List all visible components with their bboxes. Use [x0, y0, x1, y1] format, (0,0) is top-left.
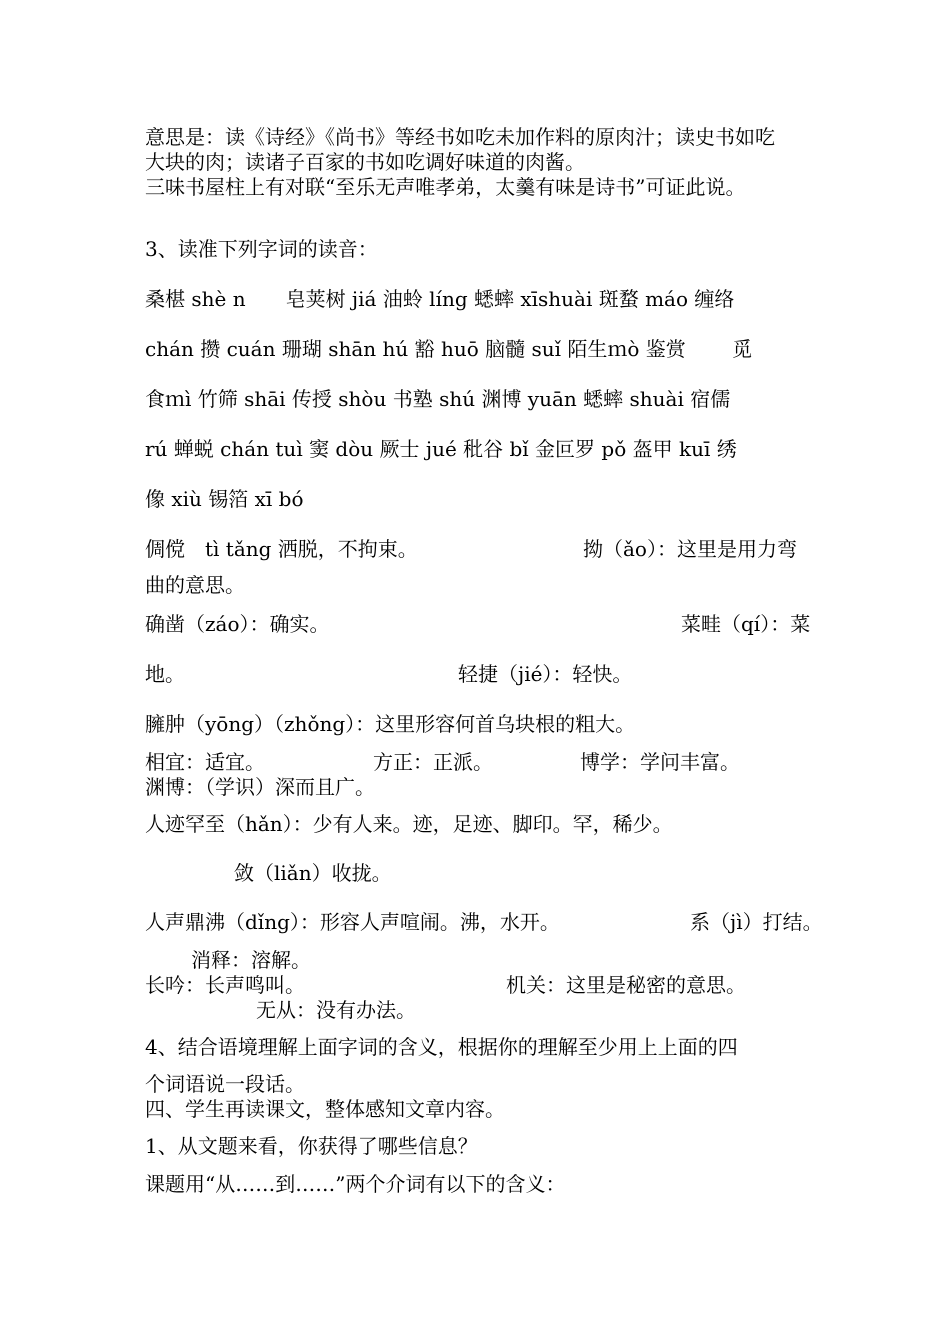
pinyin-line-4: rú 蝉蜕 chán tuì 窦 dòu 厥士 jué 秕谷 bǐ 金叵罗 pǒ 盔甲 kuī 绣 — [145, 437, 737, 461]
definition-yuanbo: 渊博：（学识）深而且广。 — [145, 775, 375, 799]
definition-ao-cont: 曲的意思。 — [145, 573, 245, 597]
question-1: 1、从文题来看，你获得了哪些信息？ — [145, 1134, 478, 1158]
definition-titang: 倜傥 tì tǎng 洒脱，不拘束。 — [145, 537, 418, 561]
definition-quezao: 确凿（záo）：确实。 — [145, 612, 330, 636]
text-line-1: 意思是：读《诗经》《尚书》等经书如吃未加作料的原肉汁；读史书如吃 — [145, 125, 775, 149]
definition-boxue: 博学：学问丰富。 — [580, 750, 740, 774]
definition-changyin: 长吟：长声鸣叫。 — [145, 973, 305, 997]
section-heading-3: 3、读准下列字词的读音： — [145, 237, 378, 261]
section-heading-four: 四、学生再读课文，整体感知文章内容。 — [145, 1097, 505, 1121]
definition-jiguan: 机关：这里是秘密的意思。 — [506, 973, 746, 997]
definition-ji: 系（jì）打结。 — [690, 910, 823, 934]
definition-wucong: 无从：没有办法。 — [256, 998, 416, 1022]
definition-qingjie: 轻捷（jié）：轻快。 — [458, 662, 633, 686]
pinyin-line-2: chán 攒 cuán 珊瑚 shān hú 豁 huō 脑髓 suǐ 陌生ｍò 鉴赏 觅 — [145, 337, 753, 361]
pinyin-line-3: 食ｍì 竹筛 shāi 传授 shòu 书塾 shú 渊博 yuān 蟋蟀 shuài 宿儒 — [145, 387, 731, 411]
definition-lian: 敛（liǎn）收拢。 — [234, 861, 392, 885]
text-line-3: 三味书屋柱上有对联“至乐无声唯孝弟，太羹有味是诗书”可证此说。 — [145, 175, 746, 199]
text-line-2: 大块的肉；读诸子百家的书如吃调好味道的肉酱。 — [145, 150, 585, 174]
definition-xiaoshi: 消释：溶解。 — [191, 948, 311, 972]
task-4-line-2: 个词语说一段话。 — [145, 1072, 305, 1096]
definition-yongzhong: 臃肿（yōng）（zhǒng）：这里形容何首乌块根的粗大。 — [145, 712, 636, 736]
definition-renshengdingfei: 人声鼎沸（dǐng）：形容人声喧闹。沸，水开。 — [145, 910, 560, 934]
definition-caiqi-cont: 地。 — [145, 662, 185, 686]
task-4-line-1: 4、结合语境理解上面字词的含义，根据你的理解至少用上上面的四 — [145, 1035, 738, 1059]
definition-xiangyi: 相宜：适宜。 — [145, 750, 265, 774]
pinyin-line-5: 像 xiù 锡箔 xī bó — [145, 487, 304, 511]
definition-renjihanzhi: 人迹罕至（hǎn）：少有人来。迹，足迹、脚印。罕，稀少。 — [145, 812, 673, 836]
definition-caiqi: 菜畦（qí）：菜 — [681, 612, 811, 636]
pinyin-line-1: 桑椹 shè n 皂荚树 jiá 油蛉 líng 蟋蟀 xīshuài 斑蝥 máo 缠络 — [145, 287, 735, 311]
definition-ao: 拗（ǎo）：这里是用力弯 — [583, 537, 797, 561]
definition-fangzheng: 方正：正派。 — [373, 750, 493, 774]
topic-explanation: 课题用“从……到……”两个介词有以下的含义： — [145, 1172, 566, 1196]
